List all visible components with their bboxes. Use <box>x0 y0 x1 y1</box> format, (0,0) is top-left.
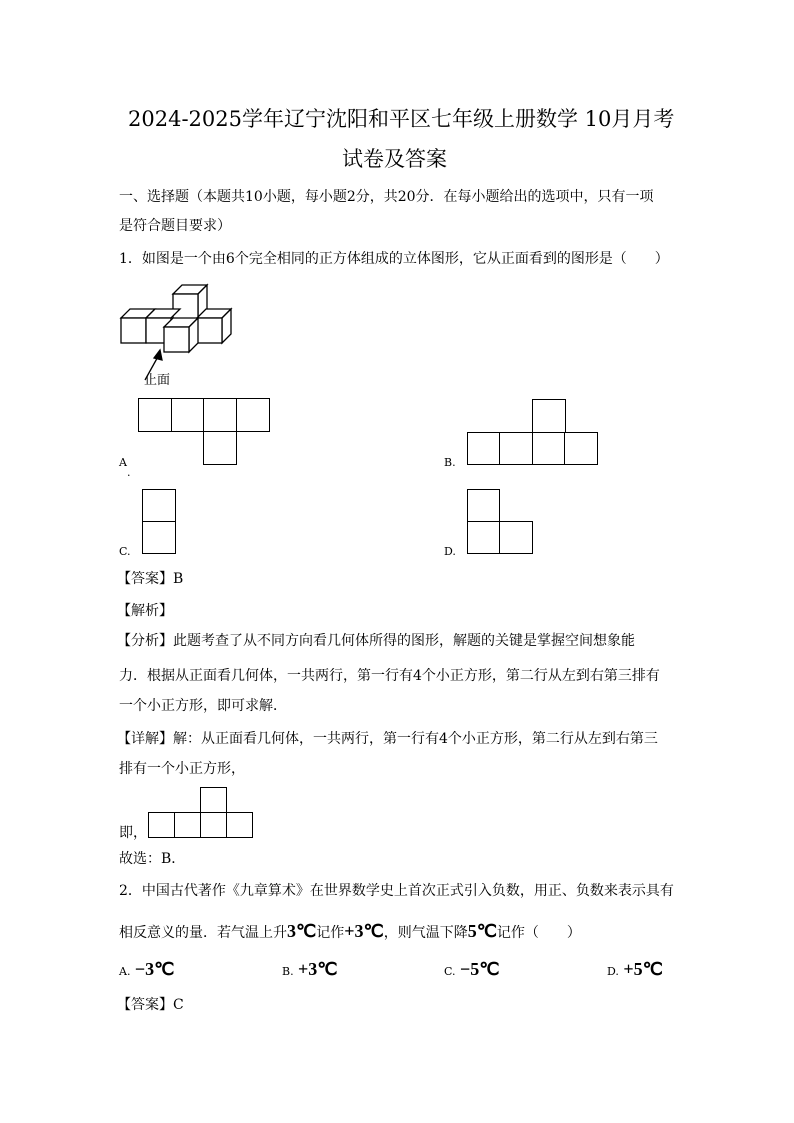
square <box>499 521 533 554</box>
q2-stem-line2 <box>119 922 581 942</box>
option-value: +5℃ <box>623 959 663 979</box>
detail-text: 【详解】解：从正面看几何体，一共两行，第一行有4个小正方形，第二行从左到右第三 <box>117 731 658 747</box>
section-heading: 一、选择题（本题共10小题，每小题2分，共20分．在每小题给出的选项中，只有一项 <box>119 189 654 205</box>
conclusion: 故选：B． <box>119 851 186 867</box>
square <box>148 812 175 838</box>
option-value: +3℃ <box>298 959 338 979</box>
option-label: B. <box>282 965 294 978</box>
detail-ji: 即， <box>119 825 147 841</box>
q1-stem: 1．如图是一个由6个完全相同的正方体组成的立体图形，它从正面看到的图形是（ ） <box>119 251 669 267</box>
q1-answer: 【答案】B <box>117 571 184 587</box>
option-c-label[interactable]: C. <box>119 545 131 558</box>
q2-option-d[interactable] <box>607 960 663 981</box>
square <box>171 398 205 432</box>
option-b-label[interactable]: B. <box>444 456 456 469</box>
option-value: −3℃ <box>134 959 175 979</box>
square <box>467 489 500 522</box>
square <box>467 521 500 554</box>
temp-value: 3℃ <box>287 921 317 941</box>
option-a-dot: . <box>127 466 131 479</box>
square <box>226 812 253 838</box>
option-value: −5℃ <box>459 959 500 979</box>
option-d-label[interactable]: D. <box>444 545 456 558</box>
square <box>532 432 566 465</box>
square <box>200 787 227 813</box>
temp-value: 5℃ <box>467 921 497 941</box>
square <box>203 431 237 465</box>
square <box>499 432 533 465</box>
front-view-label: 止面 <box>144 373 171 388</box>
square <box>203 398 237 432</box>
title-line-1: 2024-2025学年辽宁沈阳和平区七年级上册数学 10月月考 <box>128 107 675 131</box>
square <box>200 812 227 838</box>
section-heading-cont: 是符合题目要求） <box>119 218 231 234</box>
analysis-heading: 【解析】 <box>117 603 173 619</box>
q2-text: 记作（ ） <box>496 925 581 941</box>
option-label: C. <box>444 965 456 978</box>
analysis-text: 力．根据从正面看几何体，一共两行，第一行有4个小正方形，第二行从左到右第三排有 <box>119 668 660 684</box>
q2-option-a[interactable] <box>119 960 174 981</box>
temp-value: +3℃ <box>344 921 384 941</box>
square <box>138 398 172 432</box>
option-label: D. <box>607 965 619 978</box>
cube-figure <box>110 280 250 390</box>
square <box>564 432 598 465</box>
analysis-text: 【分析】此题考查了从不同方向看几何体所得的图形，解题的关键是掌握空间想象能 <box>117 633 635 649</box>
square <box>142 489 176 522</box>
title-line-2: 试卷及答案 <box>342 147 447 171</box>
q2-option-b[interactable] <box>282 960 338 981</box>
square <box>532 399 566 433</box>
square <box>236 398 270 432</box>
option-a-label[interactable]: A <box>119 456 127 469</box>
q2-text: 相反意义的量．若气温上升 <box>119 925 287 941</box>
analysis-text: 一个小正方形，即可求解． <box>119 698 287 714</box>
square <box>174 812 201 838</box>
q2-answer: 【答案】C <box>117 997 184 1013</box>
square <box>142 521 176 554</box>
detail-text: 排有一个小正方形， <box>119 761 245 777</box>
q2-stem: 2．中国古代著作《九章算术》在世界数学史上首次正式引入负数，用正、负数来表示具有 <box>119 883 674 899</box>
option-label: A. <box>119 965 131 978</box>
q2-option-c[interactable] <box>444 960 499 981</box>
square <box>467 432 501 465</box>
q2-text: 记作 <box>316 925 345 941</box>
q2-text: ，则气温下降 <box>383 925 468 941</box>
